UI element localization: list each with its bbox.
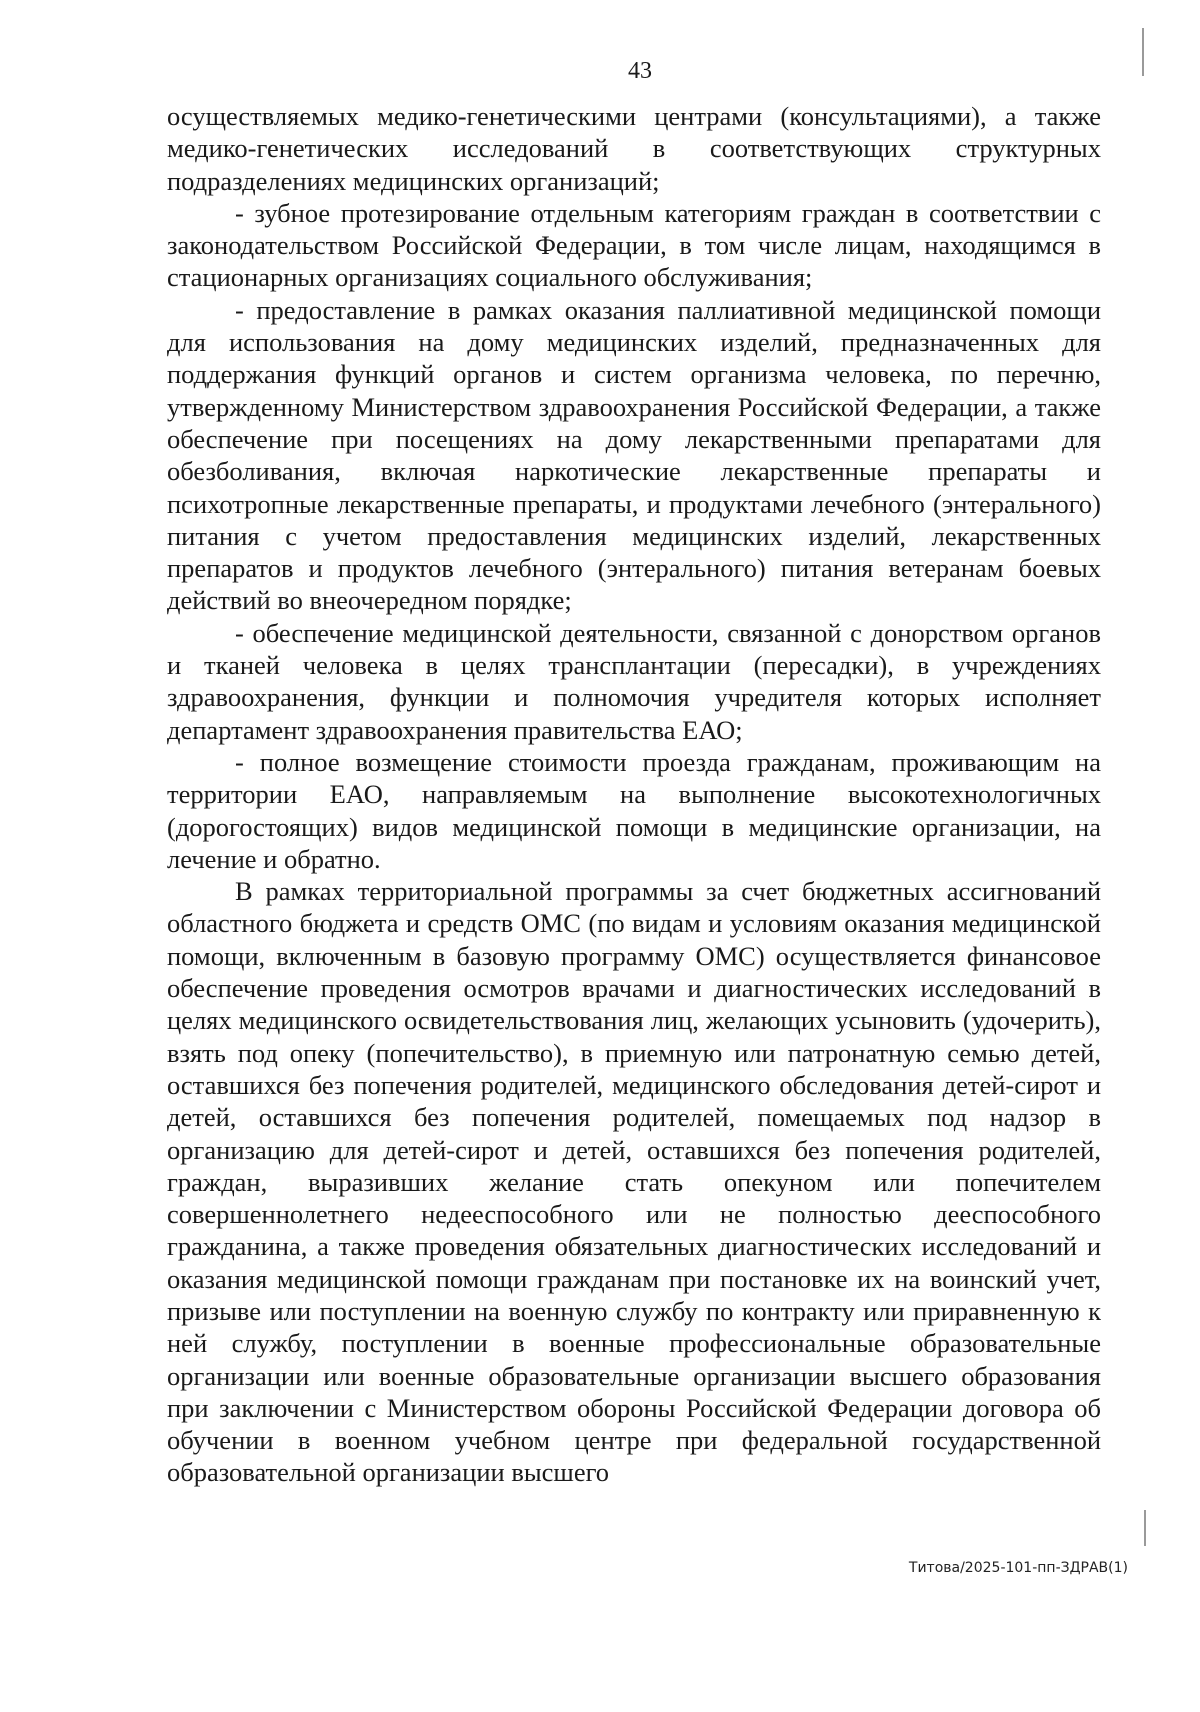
paragraph-continuation: осуществляемых медико-генетическими центрами (консультациями), а также медико-генетических исследований в соответствующих структурных подразделениях медицинских организаций; <box>167 101 1101 196</box>
page-number: 43 <box>628 58 652 84</box>
list-item-palliative-care: - предоставление в рамках оказания паллиативной медицинской помощи для использования на дому медицинских изделий, предназначенных для поддержания функций органов и систем организма человека, по перечню, утвержденному Министерством здравоохранения Российской Федерации, а также обеспечение при посещениях на дому лекарственными препаратами для обезболивания, включая наркотические лекарственные препараты и психотропные лекарственные препараты, и продуктами лечебного (энтерального) питания с учетом предоставления медицинских изделий, лекарственных препаратов и продуктов лечебного (энтерального) питания ветеранам боевых действий во внеочередном порядке; <box>167 294 1101 616</box>
list-item-dental-prosthetics: - зубное протезирование отдельным категориям граждан в соответствии с законодательством Российской Федерации, в том числе лицам, находящимся в стационарных организациях социального обслуживания; <box>167 197 1101 293</box>
list-item-travel-reimbursement: - полное возмещение стоимости проезда гражданам, проживающим на территории ЕАО, направляемым на выполнение высокотехнологичных (дорогостоящих) видов медицинской помощи в медицинские организации, на лечение и обратно. <box>167 746 1101 874</box>
document-reference-footer: Титова/2025-101-пп-ЗДРАВ(1) <box>908 1560 1128 1576</box>
document-body <box>167 100 1101 1489</box>
paragraph-financing: В рамках территориальной программы за счет бюджетных ассигнований областного бюджета и средств ОМС (по видам и условиям оказания медицинской помощи, включенным в базовую программу ОМС) осуществляется финансовое обеспечение проведения осмотров врачами и диагностических исследований в целях медицинского освидетельствования лиц, желающих усыновить (удочерить), взять под опеку (попечительство), в приемную или патронатную семью детей, оставшихся без попечения родителей, медицинского обследования детей-сирот и детей, оставшихся без попечения родителей, помещаемых под надзор в организацию для детей-сирот и детей, оставшихся без попечения родителей, граждан, выразивших желание стать опекуном или попечителем совершеннолетнего недееспособного или не полностью дееспособного гражданина, а также проведения обязательных диагностических исследований и оказания медицинской помощи гражданам при постановке их на воинский учет, призыве или поступлении на военную службу по контракту или приравненную к ней службу, поступлении в военные профессиональные образовательные организации или военные образовательные организации высшего образования при заключении с Министерством обороны Российской Федерации договора об обучении в военном учебном центре при федеральной государственной образовательной организации высшего <box>167 876 1101 1488</box>
list-item-organ-donation: - обеспечение медицинской деятельности, связанной с донорством органов и тканей человека в целях трансплантации (пересадки), в учреждениях здравоохранения, функции и полномочия учредителя которых исполняет департамент здравоохранения правительства ЕАО; <box>167 617 1101 745</box>
scan-edge-mark-bottom <box>1144 1510 1146 1546</box>
